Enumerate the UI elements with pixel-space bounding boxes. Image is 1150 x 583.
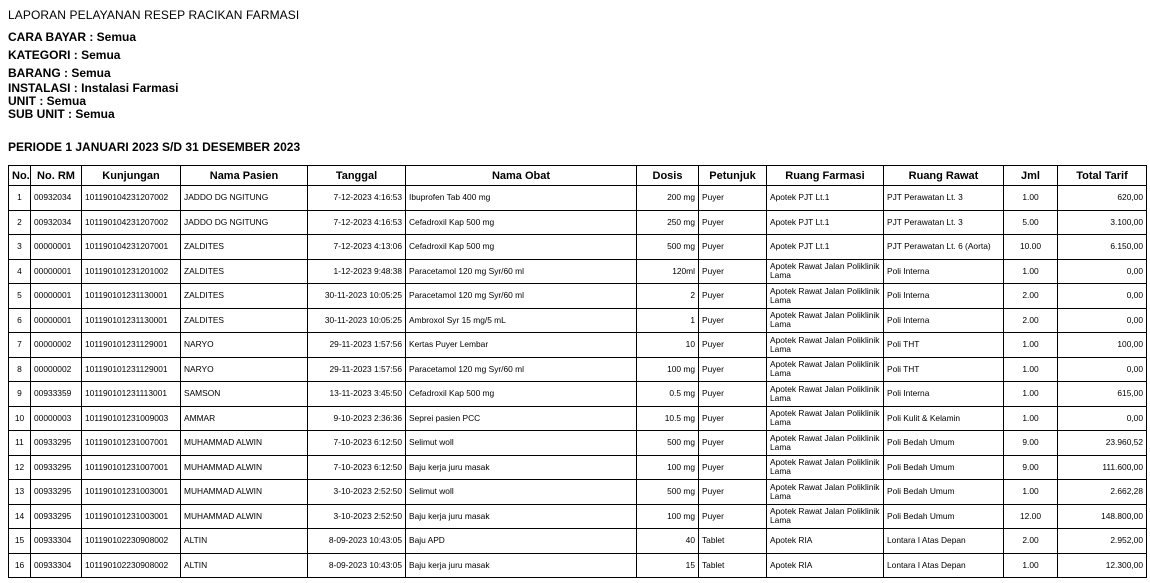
cell-ruang-rawat: Poli THT bbox=[884, 333, 1004, 358]
cell-tanggal: 7-10-2023 6:12:50 bbox=[308, 455, 406, 480]
cell-kunjungan: 101190104231207001 bbox=[82, 235, 181, 260]
col-header-dosis: Dosis bbox=[637, 166, 699, 186]
cell-nama-pasien: SAMSON bbox=[181, 382, 308, 407]
cell-total-tarif: 0,00 bbox=[1058, 308, 1147, 333]
cell-no: 2 bbox=[9, 210, 31, 235]
cell-dosis: 100 mg bbox=[637, 504, 699, 529]
cell-jml: 2.00 bbox=[1004, 284, 1058, 309]
cell-nama-obat: Baju APD bbox=[406, 529, 637, 554]
cell-nama-obat: Selimut woll bbox=[406, 480, 637, 505]
filter-sub-unit: SUB UNIT : Semua bbox=[8, 107, 115, 121]
cell-ruang-farmasi: Apotek Rawat Jalan Poliklinik Lama bbox=[767, 357, 884, 382]
cell-nama-obat: Paracetamol 120 mg Syr/60 ml bbox=[406, 259, 637, 284]
cell-ruang-farmasi: Apotek Rawat Jalan Poliklinik Lama bbox=[767, 504, 884, 529]
cell-petunjuk: Puyer bbox=[699, 406, 767, 431]
cell-tanggal: 29-11-2023 1:57:56 bbox=[308, 333, 406, 358]
cell-no: 11 bbox=[9, 431, 31, 456]
cell-jml: 10.00 bbox=[1004, 235, 1058, 260]
cell-total-tarif: 2.662,28 bbox=[1058, 480, 1147, 505]
cell-total-tarif: 100,00 bbox=[1058, 333, 1147, 358]
report-title: LAPORAN PELAYANAN RESEP RACIKAN FARMASI bbox=[8, 8, 300, 22]
cell-no-rm: 00932034 bbox=[31, 210, 82, 235]
cell-petunjuk: Puyer bbox=[699, 186, 767, 211]
cell-no: 1 bbox=[9, 186, 31, 211]
table-row bbox=[9, 480, 1147, 505]
cell-ruang-rawat: Lontara I Atas Depan bbox=[884, 553, 1004, 578]
cell-no: 4 bbox=[9, 259, 31, 284]
report-period: PERIODE 1 JANUARI 2023 S/D 31 DESEMBER 2023 bbox=[8, 140, 301, 154]
cell-ruang-farmasi: Apotek RIA bbox=[767, 553, 884, 578]
cell-jml: 1.00 bbox=[1004, 553, 1058, 578]
cell-tanggal: 1-12-2023 9:48:38 bbox=[308, 259, 406, 284]
cell-tanggal: 7-12-2023 4:16:53 bbox=[308, 186, 406, 211]
cell-petunjuk: Puyer bbox=[699, 382, 767, 407]
cell-ruang-rawat: Poli Interna bbox=[884, 382, 1004, 407]
table-row bbox=[9, 406, 1147, 431]
cell-no-rm: 00933304 bbox=[31, 553, 82, 578]
cell-no: 9 bbox=[9, 382, 31, 407]
cell-total-tarif: 111.600,00 bbox=[1058, 455, 1147, 480]
cell-nama-obat: Baju kerja juru masak bbox=[406, 504, 637, 529]
cell-total-tarif: 615,00 bbox=[1058, 382, 1147, 407]
cell-ruang-farmasi: Apotek Rawat Jalan Poliklinik Lama bbox=[767, 284, 884, 309]
cell-tanggal: 29-11-2023 1:57:56 bbox=[308, 357, 406, 382]
cell-no: 12 bbox=[9, 455, 31, 480]
cell-no: 7 bbox=[9, 333, 31, 358]
cell-no: 14 bbox=[9, 504, 31, 529]
cell-tanggal: 30-11-2023 10:05:25 bbox=[308, 308, 406, 333]
table-row bbox=[9, 235, 1147, 260]
cell-nama-pasien: ALTIN bbox=[181, 529, 308, 554]
cell-no: 3 bbox=[9, 235, 31, 260]
cell-tanggal: 7-12-2023 4:16:53 bbox=[308, 210, 406, 235]
col-header-nama-pasien: Nama Pasien bbox=[181, 166, 308, 186]
cell-nama-pasien: MUHAMMAD ALWIN bbox=[181, 480, 308, 505]
table-row bbox=[9, 210, 1147, 235]
cell-no: 16 bbox=[9, 553, 31, 578]
cell-no-rm: 00000001 bbox=[31, 284, 82, 309]
cell-tanggal: 8-09-2023 10:43:05 bbox=[308, 529, 406, 554]
cell-jml: 9.00 bbox=[1004, 455, 1058, 480]
cell-total-tarif: 12.300,00 bbox=[1058, 553, 1147, 578]
cell-petunjuk: Puyer bbox=[699, 259, 767, 284]
cell-no-rm: 00000003 bbox=[31, 406, 82, 431]
cell-ruang-farmasi: Apotek PJT Lt.1 bbox=[767, 235, 884, 260]
col-header-no-rm: No. RM bbox=[31, 166, 82, 186]
cell-dosis: 100 mg bbox=[637, 357, 699, 382]
table-row bbox=[9, 284, 1147, 309]
cell-jml: 1.00 bbox=[1004, 357, 1058, 382]
cell-tanggal: 3-10-2023 2:52:50 bbox=[308, 504, 406, 529]
cell-dosis: 500 mg bbox=[637, 480, 699, 505]
table-body bbox=[9, 186, 1147, 578]
cell-no: 10 bbox=[9, 406, 31, 431]
cell-ruang-farmasi: Apotek RIA bbox=[767, 529, 884, 554]
cell-petunjuk: Puyer bbox=[699, 480, 767, 505]
cell-ruang-farmasi: Apotek PJT Lt.1 bbox=[767, 210, 884, 235]
cell-nama-pasien: MUHAMMAD ALWIN bbox=[181, 455, 308, 480]
table-row bbox=[9, 357, 1147, 382]
cell-ruang-farmasi: Apotek Rawat Jalan Poliklinik Lama bbox=[767, 480, 884, 505]
cell-petunjuk: Puyer bbox=[699, 504, 767, 529]
report-filters bbox=[8, 28, 179, 121]
cell-ruang-farmasi: Apotek PJT Lt.1 bbox=[767, 186, 884, 211]
cell-petunjuk: Puyer bbox=[699, 333, 767, 358]
cell-total-tarif: 0,00 bbox=[1058, 357, 1147, 382]
cell-no: 8 bbox=[9, 357, 31, 382]
filter-unit: UNIT : Semua bbox=[8, 94, 87, 108]
cell-kunjungan: 101190101231009003 bbox=[82, 406, 181, 431]
cell-no-rm: 00933295 bbox=[31, 504, 82, 529]
cell-nama-obat: Selimut woll bbox=[406, 431, 637, 456]
cell-total-tarif: 6.150,00 bbox=[1058, 235, 1147, 260]
col-header-tanggal: Tanggal bbox=[308, 166, 406, 186]
filter-kategori: KATEGORI : Semua bbox=[8, 48, 121, 62]
cell-nama-obat: Cefadroxil Kap 500 mg bbox=[406, 382, 637, 407]
col-header-total-tarif: Total Tarif bbox=[1058, 166, 1147, 186]
cell-total-tarif: 0,00 bbox=[1058, 259, 1147, 284]
col-header-kunjungan: Kunjungan bbox=[82, 166, 181, 186]
cell-no-rm: 00000001 bbox=[31, 235, 82, 260]
cell-ruang-rawat: PJT Perawatan Lt. 3 bbox=[884, 186, 1004, 211]
table-row bbox=[9, 308, 1147, 333]
cell-nama-pasien: AMMAR bbox=[181, 406, 308, 431]
cell-ruang-rawat: Lontara I Atas Depan bbox=[884, 529, 1004, 554]
cell-total-tarif: 620,00 bbox=[1058, 186, 1147, 211]
cell-ruang-rawat: PJT Perawatan Lt. 6 (Aorta) bbox=[884, 235, 1004, 260]
col-header-nama-obat: Nama Obat bbox=[406, 166, 637, 186]
cell-no-rm: 00000002 bbox=[31, 357, 82, 382]
cell-dosis: 200 mg bbox=[637, 186, 699, 211]
cell-ruang-farmasi: Apotek Rawat Jalan Poliklinik Lama bbox=[767, 259, 884, 284]
cell-tanggal: 8-09-2023 10:43:05 bbox=[308, 553, 406, 578]
cell-dosis: 10 bbox=[637, 333, 699, 358]
cell-kunjungan: 101190101231130001 bbox=[82, 284, 181, 309]
cell-petunjuk: Puyer bbox=[699, 308, 767, 333]
cell-nama-obat: Baju kerja juru masak bbox=[406, 455, 637, 480]
filter-instalasi: INSTALASI : Instalasi Farmasi bbox=[8, 81, 179, 95]
cell-jml: 2.00 bbox=[1004, 529, 1058, 554]
cell-no-rm: 00933295 bbox=[31, 431, 82, 456]
cell-kunjungan: 101190102230908002 bbox=[82, 529, 181, 554]
cell-ruang-rawat: Poli Bedah Umum bbox=[884, 431, 1004, 456]
cell-jml: 9.00 bbox=[1004, 431, 1058, 456]
cell-petunjuk: Puyer bbox=[699, 235, 767, 260]
cell-no-rm: 00932034 bbox=[31, 186, 82, 211]
cell-nama-obat: Ibuprofen Tab 400 mg bbox=[406, 186, 637, 211]
cell-total-tarif: 148.800,00 bbox=[1058, 504, 1147, 529]
filter-barang: BARANG : Semua bbox=[8, 66, 111, 80]
cell-nama-obat: Kertas Puyer Lembar bbox=[406, 333, 637, 358]
cell-no-rm: 00000002 bbox=[31, 333, 82, 358]
cell-no-rm: 00000001 bbox=[31, 308, 82, 333]
table-row bbox=[9, 553, 1147, 578]
cell-kunjungan: 101190101231201002 bbox=[82, 259, 181, 284]
cell-no-rm: 00933295 bbox=[31, 455, 82, 480]
cell-no: 6 bbox=[9, 308, 31, 333]
cell-nama-pasien: NARYO bbox=[181, 333, 308, 358]
cell-tanggal: 7-10-2023 6:12:50 bbox=[308, 431, 406, 456]
cell-nama-obat: Paracetamol 120 mg Syr/60 ml bbox=[406, 284, 637, 309]
cell-ruang-rawat: Poli Interna bbox=[884, 308, 1004, 333]
cell-nama-obat: Seprei pasien PCC bbox=[406, 406, 637, 431]
cell-nama-obat: Ambroxol Syr 15 mg/5 mL bbox=[406, 308, 637, 333]
cell-jml: 2.00 bbox=[1004, 308, 1058, 333]
table-header-row bbox=[9, 166, 1147, 186]
cell-kunjungan: 101190101231129001 bbox=[82, 357, 181, 382]
cell-ruang-rawat: Poli Interna bbox=[884, 259, 1004, 284]
col-header-jml: Jml bbox=[1004, 166, 1058, 186]
cell-kunjungan: 101190102230908002 bbox=[82, 553, 181, 578]
cell-total-tarif: 0,00 bbox=[1058, 406, 1147, 431]
col-header-ruang-rawat: Ruang Rawat bbox=[884, 166, 1004, 186]
cell-jml: 5.00 bbox=[1004, 210, 1058, 235]
cell-nama-pasien: MUHAMMAD ALWIN bbox=[181, 504, 308, 529]
cell-ruang-farmasi: Apotek Rawat Jalan Poliklinik Lama bbox=[767, 406, 884, 431]
report-table bbox=[8, 165, 1147, 578]
table-row bbox=[9, 529, 1147, 554]
cell-dosis: 40 bbox=[637, 529, 699, 554]
cell-kunjungan: 101190101231129001 bbox=[82, 333, 181, 358]
cell-nama-obat: Cefadroxil Kap 500 mg bbox=[406, 210, 637, 235]
cell-nama-pasien: ALTIN bbox=[181, 553, 308, 578]
cell-dosis: 0.5 mg bbox=[637, 382, 699, 407]
cell-dosis: 10.5 mg bbox=[637, 406, 699, 431]
cell-nama-pasien: ZALDITES bbox=[181, 259, 308, 284]
cell-nama-obat: Cefadroxil Kap 500 mg bbox=[406, 235, 637, 260]
cell-no-rm: 00933304 bbox=[31, 529, 82, 554]
cell-ruang-rawat: Poli THT bbox=[884, 357, 1004, 382]
cell-no-rm: 00000001 bbox=[31, 259, 82, 284]
cell-ruang-farmasi: Apotek Rawat Jalan Poliklinik Lama bbox=[767, 308, 884, 333]
cell-ruang-rawat: Poli Kulit & Kelamin bbox=[884, 406, 1004, 431]
cell-dosis: 15 bbox=[637, 553, 699, 578]
cell-nama-pasien: ZALDITES bbox=[181, 284, 308, 309]
cell-ruang-farmasi: Apotek Rawat Jalan Poliklinik Lama bbox=[767, 333, 884, 358]
col-header-petunjuk: Petunjuk bbox=[699, 166, 767, 186]
cell-ruang-rawat: PJT Perawatan Lt. 3 bbox=[884, 210, 1004, 235]
cell-ruang-rawat: Poli Bedah Umum bbox=[884, 455, 1004, 480]
table-row bbox=[9, 431, 1147, 456]
cell-no: 15 bbox=[9, 529, 31, 554]
cell-kunjungan: 101190101231130001 bbox=[82, 308, 181, 333]
cell-petunjuk: Puyer bbox=[699, 431, 767, 456]
cell-tanggal: 9-10-2023 2:36:36 bbox=[308, 406, 406, 431]
cell-ruang-farmasi: Apotek Rawat Jalan Poliklinik Lama bbox=[767, 455, 884, 480]
cell-total-tarif: 2.952,00 bbox=[1058, 529, 1147, 554]
cell-total-tarif: 23.960,52 bbox=[1058, 431, 1147, 456]
cell-no-rm: 00933295 bbox=[31, 480, 82, 505]
cell-nama-pasien: ZALDITES bbox=[181, 308, 308, 333]
cell-kunjungan: 101190101231003001 bbox=[82, 480, 181, 505]
cell-jml: 1.00 bbox=[1004, 406, 1058, 431]
cell-petunjuk: Puyer bbox=[699, 357, 767, 382]
cell-jml: 1.00 bbox=[1004, 480, 1058, 505]
col-header-no: No. bbox=[9, 166, 31, 186]
cell-kunjungan: 101190101231003001 bbox=[82, 504, 181, 529]
cell-jml: 12.00 bbox=[1004, 504, 1058, 529]
table-row bbox=[9, 382, 1147, 407]
table-row bbox=[9, 504, 1147, 529]
table-row bbox=[9, 259, 1147, 284]
cell-dosis: 250 mg bbox=[637, 210, 699, 235]
cell-jml: 1.00 bbox=[1004, 259, 1058, 284]
cell-petunjuk: Puyer bbox=[699, 284, 767, 309]
cell-nama-pasien: JADDO DG NGITUNG bbox=[181, 210, 308, 235]
cell-dosis: 100 mg bbox=[637, 455, 699, 480]
cell-nama-obat: Paracetamol 120 mg Syr/60 ml bbox=[406, 357, 637, 382]
cell-ruang-rawat: Poli Interna bbox=[884, 284, 1004, 309]
cell-kunjungan: 101190101231007001 bbox=[82, 455, 181, 480]
cell-petunjuk: Puyer bbox=[699, 210, 767, 235]
cell-nama-obat: Baju kerja juru masak bbox=[406, 553, 637, 578]
cell-nama-pasien: MUHAMMAD ALWIN bbox=[181, 431, 308, 456]
cell-tanggal: 13-11-2023 3:45:50 bbox=[308, 382, 406, 407]
cell-no: 5 bbox=[9, 284, 31, 309]
filter-cara-bayar: CARA BAYAR : Semua bbox=[8, 30, 137, 44]
table-row bbox=[9, 333, 1147, 358]
cell-dosis: 2 bbox=[637, 284, 699, 309]
col-header-ruang-farmasi: Ruang Farmasi bbox=[767, 166, 884, 186]
cell-kunjungan: 101190104231207002 bbox=[82, 186, 181, 211]
cell-ruang-farmasi: Apotek Rawat Jalan Poliklinik Lama bbox=[767, 431, 884, 456]
cell-dosis: 500 mg bbox=[637, 235, 699, 260]
table-row bbox=[9, 455, 1147, 480]
cell-dosis: 1 bbox=[637, 308, 699, 333]
cell-nama-pasien: ZALDITES bbox=[181, 235, 308, 260]
cell-jml: 1.00 bbox=[1004, 186, 1058, 211]
cell-total-tarif: 0,00 bbox=[1058, 284, 1147, 309]
cell-kunjungan: 101190104231207002 bbox=[82, 210, 181, 235]
cell-ruang-rawat: Poli Bedah Umum bbox=[884, 480, 1004, 505]
table-row bbox=[9, 186, 1147, 211]
cell-no: 13 bbox=[9, 480, 31, 505]
cell-ruang-farmasi: Apotek Rawat Jalan Poliklinik Lama bbox=[767, 382, 884, 407]
cell-petunjuk: Tablet bbox=[699, 553, 767, 578]
cell-nama-pasien: NARYO bbox=[181, 357, 308, 382]
cell-tanggal: 7-12-2023 4:13:06 bbox=[308, 235, 406, 260]
cell-kunjungan: 101190101231007001 bbox=[82, 431, 181, 456]
cell-kunjungan: 101190101231113001 bbox=[82, 382, 181, 407]
cell-tanggal: 30-11-2023 10:05:25 bbox=[308, 284, 406, 309]
cell-jml: 1.00 bbox=[1004, 333, 1058, 358]
cell-jml: 1.00 bbox=[1004, 382, 1058, 407]
cell-dosis: 120ml bbox=[637, 259, 699, 284]
cell-total-tarif: 3.100,00 bbox=[1058, 210, 1147, 235]
cell-dosis: 500 mg bbox=[637, 431, 699, 456]
cell-ruang-rawat: Poli Bedah Umum bbox=[884, 504, 1004, 529]
cell-petunjuk: Tablet bbox=[699, 529, 767, 554]
cell-no-rm: 00933359 bbox=[31, 382, 82, 407]
cell-nama-pasien: JADDO DG NGITUNG bbox=[181, 186, 308, 211]
cell-petunjuk: Puyer bbox=[699, 455, 767, 480]
cell-tanggal: 3-10-2023 2:52:50 bbox=[308, 480, 406, 505]
